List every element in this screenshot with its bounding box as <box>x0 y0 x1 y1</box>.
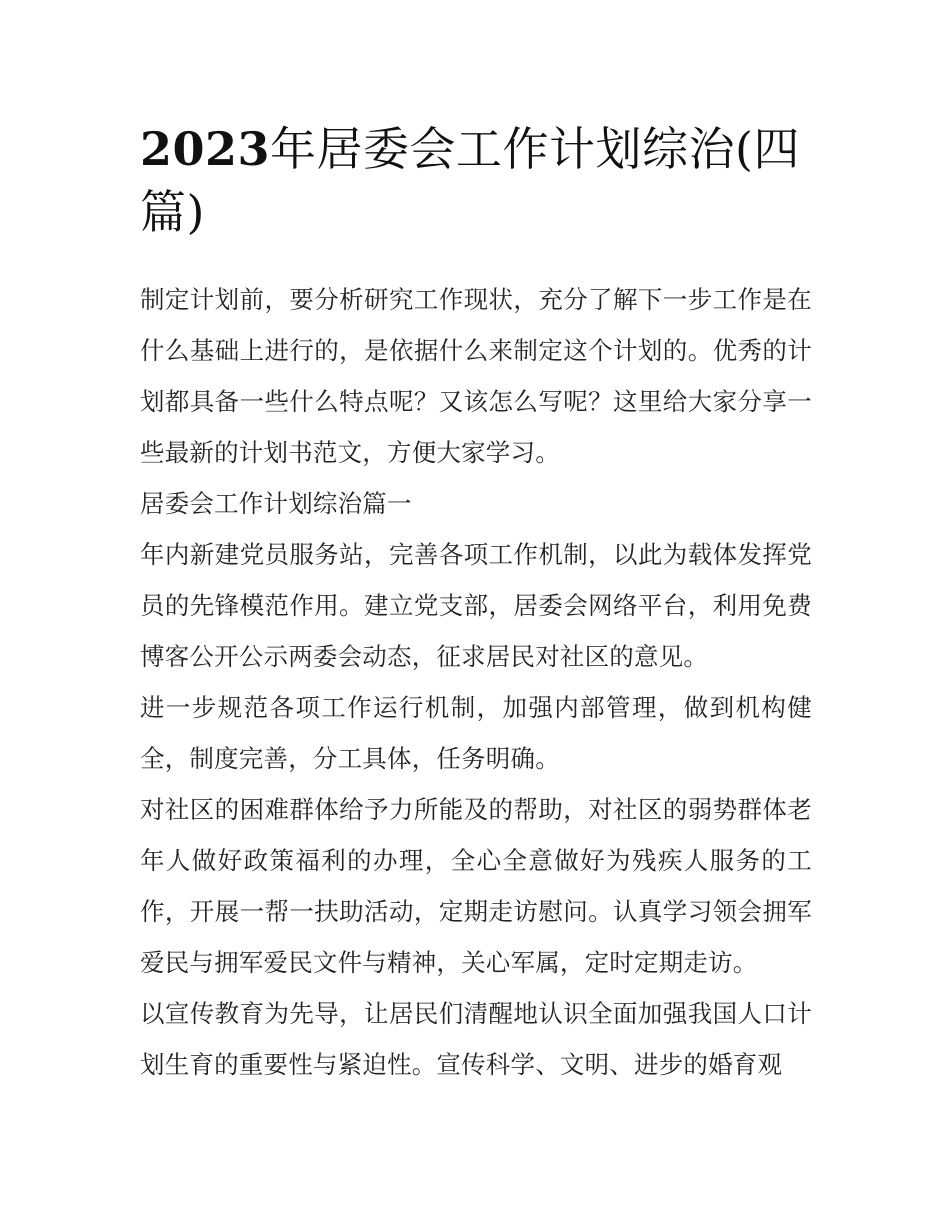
body-paragraph: 年内新建党员服务站，完善各项工作机制，以此为载体发挥党员的先锋模范作用。建立党支部，居委会网络平台，利用免费博客公开公示两委会动态，征求居民对社区的意见。 <box>140 540 812 671</box>
document-content <box>140 118 812 1090</box>
intro-paragraph: 制定计划前，要分析研究工作现状，充分了解下一步工作是在什么基础上进行的，是依据什么来制定这个计划的。优秀的计划都具备一些什么特点呢？又该怎么写呢？这里给大家分享一些最新的计划书范文，方便大家学习。 <box>140 285 812 467</box>
document-body <box>140 274 812 1090</box>
title-year: 2023 <box>140 122 271 176</box>
body-paragraph: 进一步规范各项工作运行机制，加强内部管理，做到机构健全，制度完善，分工具体，任务明确。 <box>140 693 812 773</box>
body-paragraph: 对社区的困难群体给予力所能及的帮助，对社区的弱势群体老年人做好政策福利的办理，全心全意做好为残疾人服务的工作，开展一帮一扶助活动，定期走访慰问。认真学习领会拥军爱民与拥军爱民文件与精神，关心军属，定时定期走访。 <box>140 795 812 977</box>
body-paragraph: 以宣传教育为先导，让居民们清醒地认识全面加强我国人口计划生育的重要性与紧迫性。宣传科学、文明、进步的婚育观 <box>140 999 812 1079</box>
document-title <box>140 118 812 244</box>
title-text: 年居委会工作计划综治(四篇) <box>140 122 800 239</box>
section-heading: 居委会工作计划综治篇一 <box>140 489 412 518</box>
